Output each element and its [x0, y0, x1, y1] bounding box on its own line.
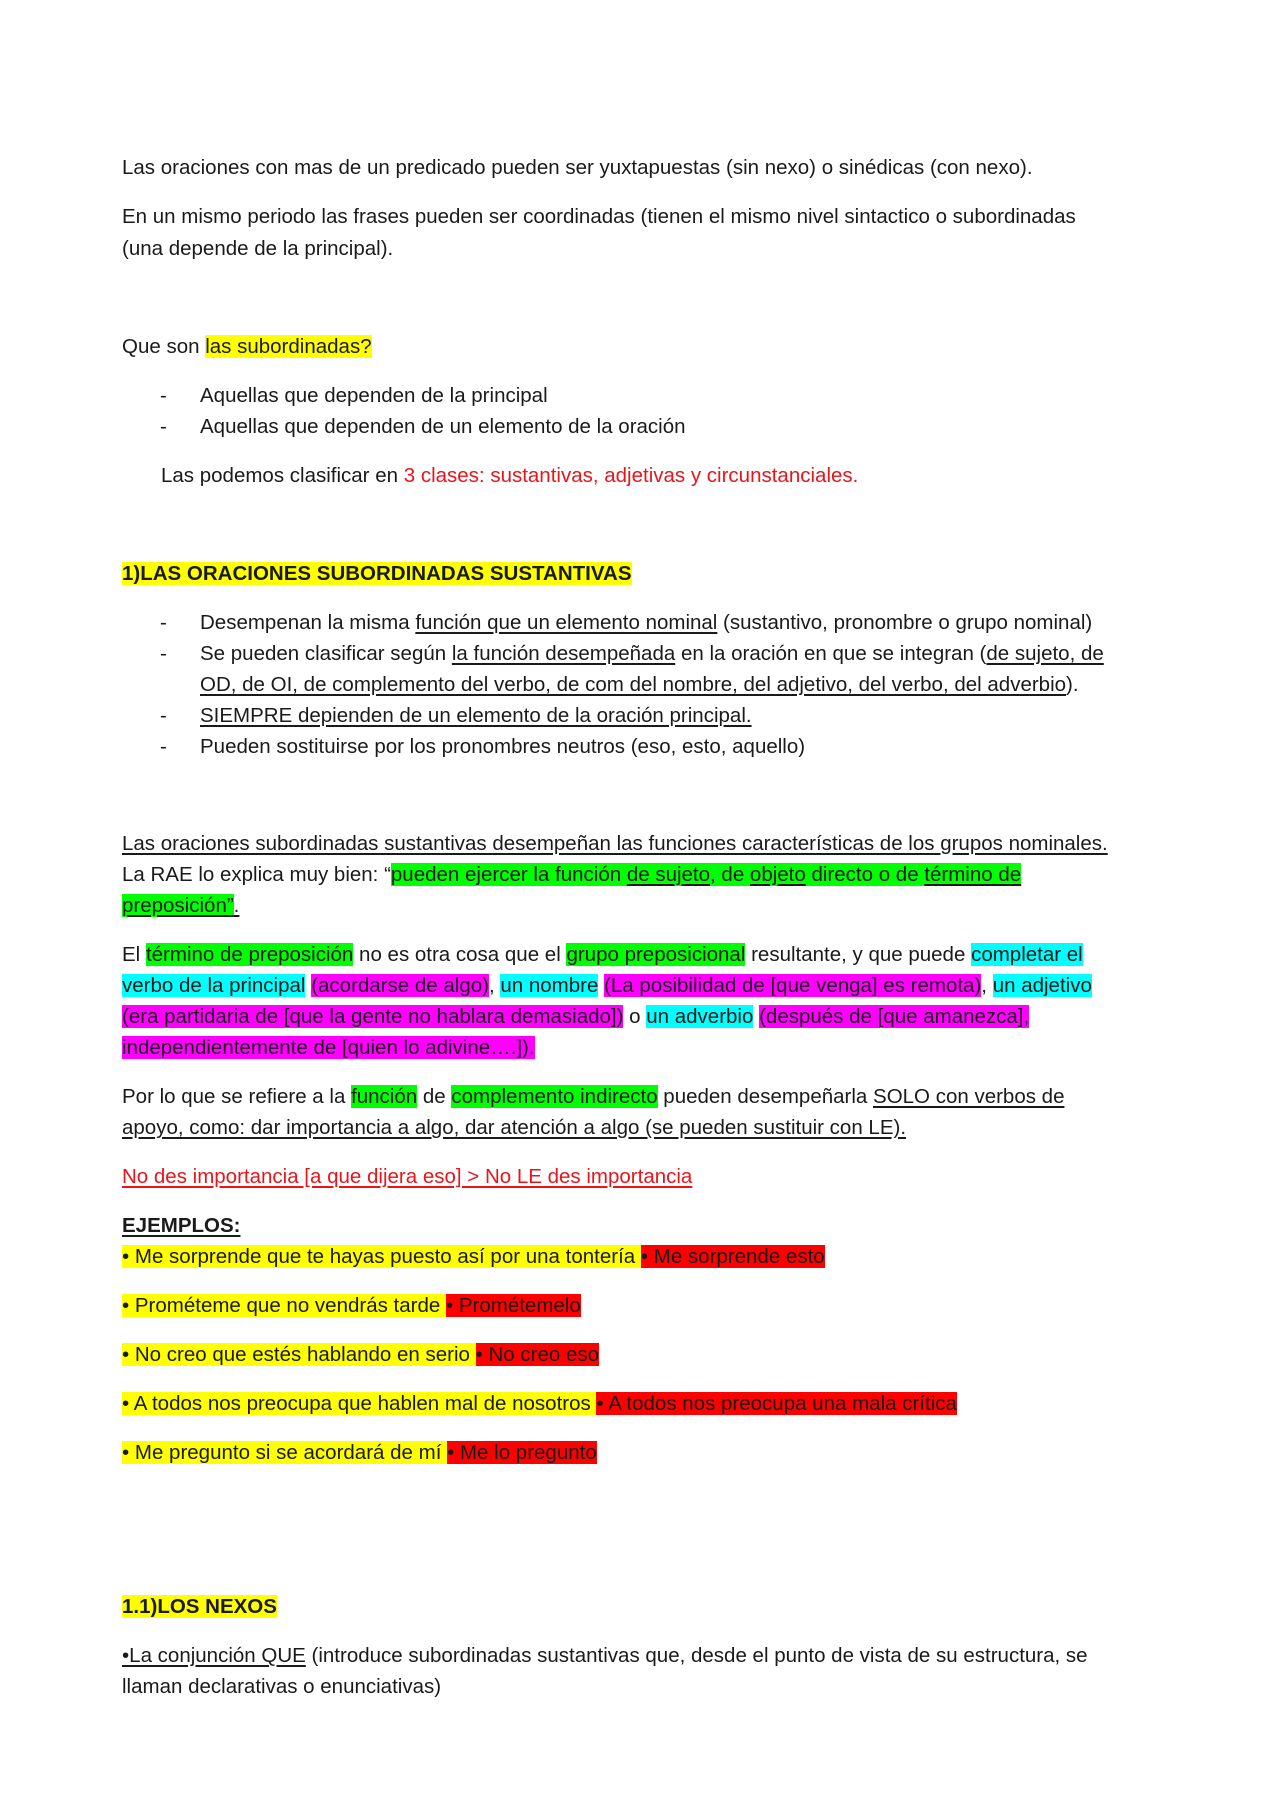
termino-text: resultante, y que puede [745, 943, 972, 966]
termino-line-4 [122, 1034, 535, 1062]
ci-underlined: SOLO con verbos de [873, 1085, 1065, 1108]
ci-text: de [417, 1085, 452, 1108]
nexos-underlined: •La conjunción QUE [122, 1644, 306, 1667]
section-1-title-text: 1)LAS ORACIONES SUBORDINADAS SUSTANTIVAS [122, 562, 632, 585]
dash-marker: - [160, 642, 167, 665]
termino-green-1: término de preposición [145, 943, 354, 966]
b1-text-1: Desempenan la misma [200, 611, 416, 634]
example-substitution: • No creo eso [475, 1343, 600, 1366]
termino-magenta-2: (La posibilidad de [que venga] es remota) [604, 974, 982, 997]
termino-text: o [623, 1005, 647, 1028]
termino-magenta-4: (después de [que amanezca], [759, 1005, 1030, 1028]
example-sentence: • A todos nos preocupa que hablen mal de nosotros [122, 1392, 597, 1415]
section-1-bullet-3: SIEMPRE depienden de un elemento de la oración principal. [200, 704, 752, 727]
ci-green-2: complemento indirecto [451, 1085, 658, 1108]
example-substitution: • Me sorprende esto [640, 1245, 825, 1268]
example-sentence: • No creo que estés hablando en serio [122, 1343, 476, 1366]
termino-magenta-5: independientemente de [quien lo adivine….]). [122, 1036, 535, 1059]
termino-cyan-5: un adverbio [646, 1005, 754, 1028]
termino-magenta-1: (acordarse de algo) [311, 974, 489, 997]
question-bullet-2: Aquellas que dependen de un elemento de la oración [200, 415, 686, 438]
nexos-title-text: 1.1)LOS NEXOS [122, 1595, 277, 1618]
rae-green-underlined-3: término de [924, 863, 1022, 886]
examples-title: EJEMPLOS: [122, 1214, 241, 1237]
example-sentence: • Me sorprende que te hayas puesto así por una tontería [122, 1245, 641, 1268]
ci-line-1 [122, 1083, 1064, 1111]
example-substitution: • A todos nos preocupa una mala crítica [596, 1392, 957, 1415]
termino-cyan-3: un nombre [500, 974, 599, 997]
rae-line-3 [122, 892, 239, 920]
nexos-text: (introduce subordinadas sustantivas que, desde el punto de vista de su estructura, se [305, 1644, 1088, 1667]
termino-magenta-3: (era partidaria de [que la gente no hablara demasiado]) [122, 1005, 624, 1028]
red-example: No des importancia [a que dijera eso] > No LE des importancia [122, 1165, 693, 1188]
nexos-title [122, 1593, 277, 1621]
rae-text: La RAE lo explica muy bien: “ [122, 863, 391, 886]
b1-underlined: función que un elemento nominal [415, 611, 718, 634]
example-row-1 [122, 1243, 825, 1271]
ci-text: pueden desempeñarla [657, 1085, 874, 1108]
b1-text-2: (sustantivo, pronombre o grupo nominal) [717, 611, 1093, 634]
section-1-bullet-1 [200, 609, 1092, 637]
classify-prefix: Las podemos clasificar en [161, 464, 404, 487]
b2-text-2: en la oración en que se integran ( [675, 642, 987, 665]
dash-marker: - [160, 384, 167, 407]
termino-text: , [488, 974, 501, 997]
rae-period: . [233, 894, 240, 917]
dash-marker: - [160, 611, 167, 634]
termino-line-1 [122, 941, 1083, 969]
rae-green-2: , de [710, 863, 750, 886]
dash-marker: - [160, 415, 167, 438]
example-sentence: • Prométeme que no vendrás tarde [122, 1294, 446, 1317]
dash-marker: - [160, 735, 167, 758]
example-row-2 [122, 1292, 581, 1320]
termino-line-2 [122, 972, 1092, 1000]
b2-text-1: Se pueden clasificar según [200, 642, 452, 665]
section-1-title [122, 560, 632, 588]
termino-text: no es otra cosa que el [353, 943, 567, 966]
termino-cyan-1: completar el [971, 943, 1083, 966]
nexos-line-1 [122, 1642, 1088, 1670]
question-bullet-1: Aquellas que dependen de la principal [200, 384, 548, 407]
example-row-5 [122, 1439, 597, 1467]
example-sentence: • Me pregunto si se acordará de mí [122, 1441, 448, 1464]
example-substitution: • Me lo pregunto [447, 1441, 597, 1464]
termino-cyan-4: un adjetivo [992, 974, 1092, 997]
rae-line-1: Las oraciones subordinadas sustantivas desempeñan las funciones características de los grupos nominales. [122, 832, 1108, 855]
ci-line-2: apoyo, como: dar importancia a algo, dar atención a algo (se pueden sustituir con LE). [122, 1116, 907, 1139]
rae-line-2 [122, 861, 1021, 889]
section-1-bullet-2 [200, 640, 1104, 668]
section-1-bullet-2-cont [200, 671, 1079, 699]
dash-marker: - [160, 704, 167, 727]
classify-red-text: 3 clases: sustantivas, adjetivas y circunstanciales. [403, 464, 859, 487]
example-row-3 [122, 1341, 599, 1369]
rae-green-underlined-4: preposición” [122, 894, 234, 917]
classify-line [161, 462, 858, 490]
termino-cyan-2: verbo de la principal [122, 974, 306, 997]
b2-underlined-1: la función desempeñada [451, 642, 676, 665]
nexos-line-2: llaman declarativas o enunciativas) [122, 1675, 442, 1698]
question-line [122, 333, 372, 361]
b2-underlined-2: de sujeto, de [986, 642, 1104, 665]
termino-text: , [981, 974, 993, 997]
example-substitution: • Prométemelo [445, 1294, 581, 1317]
rae-green-3: directo o de [805, 863, 925, 886]
intro-paragraph-2-line-2: (una depende de la principal). [122, 237, 394, 260]
termino-text: El [122, 943, 146, 966]
termino-line-3 [122, 1003, 1029, 1031]
ci-text: Por lo que se refiere a la [122, 1085, 352, 1108]
rae-green-underlined-1: de sujeto [626, 863, 711, 886]
question-highlight: las subordinadas? [205, 335, 372, 358]
example-row-4 [122, 1390, 957, 1418]
b2-underlined-3: OD, de OI, de complemento del verbo, de com del nombre, del adjetivo, del verbo, del adverbio [200, 673, 1067, 696]
intro-paragraph-2-line-1: En un mismo periodo las frases pueden ser coordinadas (tienen el mismo nivel sintactico o subordinadas [122, 205, 1076, 228]
b2-text-3: ). [1066, 673, 1079, 696]
intro-paragraph-1: Las oraciones con mas de un predicado pueden ser yuxtapuestas (sin nexo) o sinédicas (con nexo). [122, 156, 1033, 179]
question-prefix: Que son [122, 335, 206, 358]
rae-green-underlined-2: objeto [749, 863, 806, 886]
ci-green-1: función [351, 1085, 418, 1108]
termino-green-2: grupo preposicional [566, 943, 746, 966]
rae-green-1: pueden ejercer la función [390, 863, 627, 886]
section-1-bullet-4: Pueden sostituirse por los pronombres neutros (eso, esto, aquello) [200, 735, 806, 758]
